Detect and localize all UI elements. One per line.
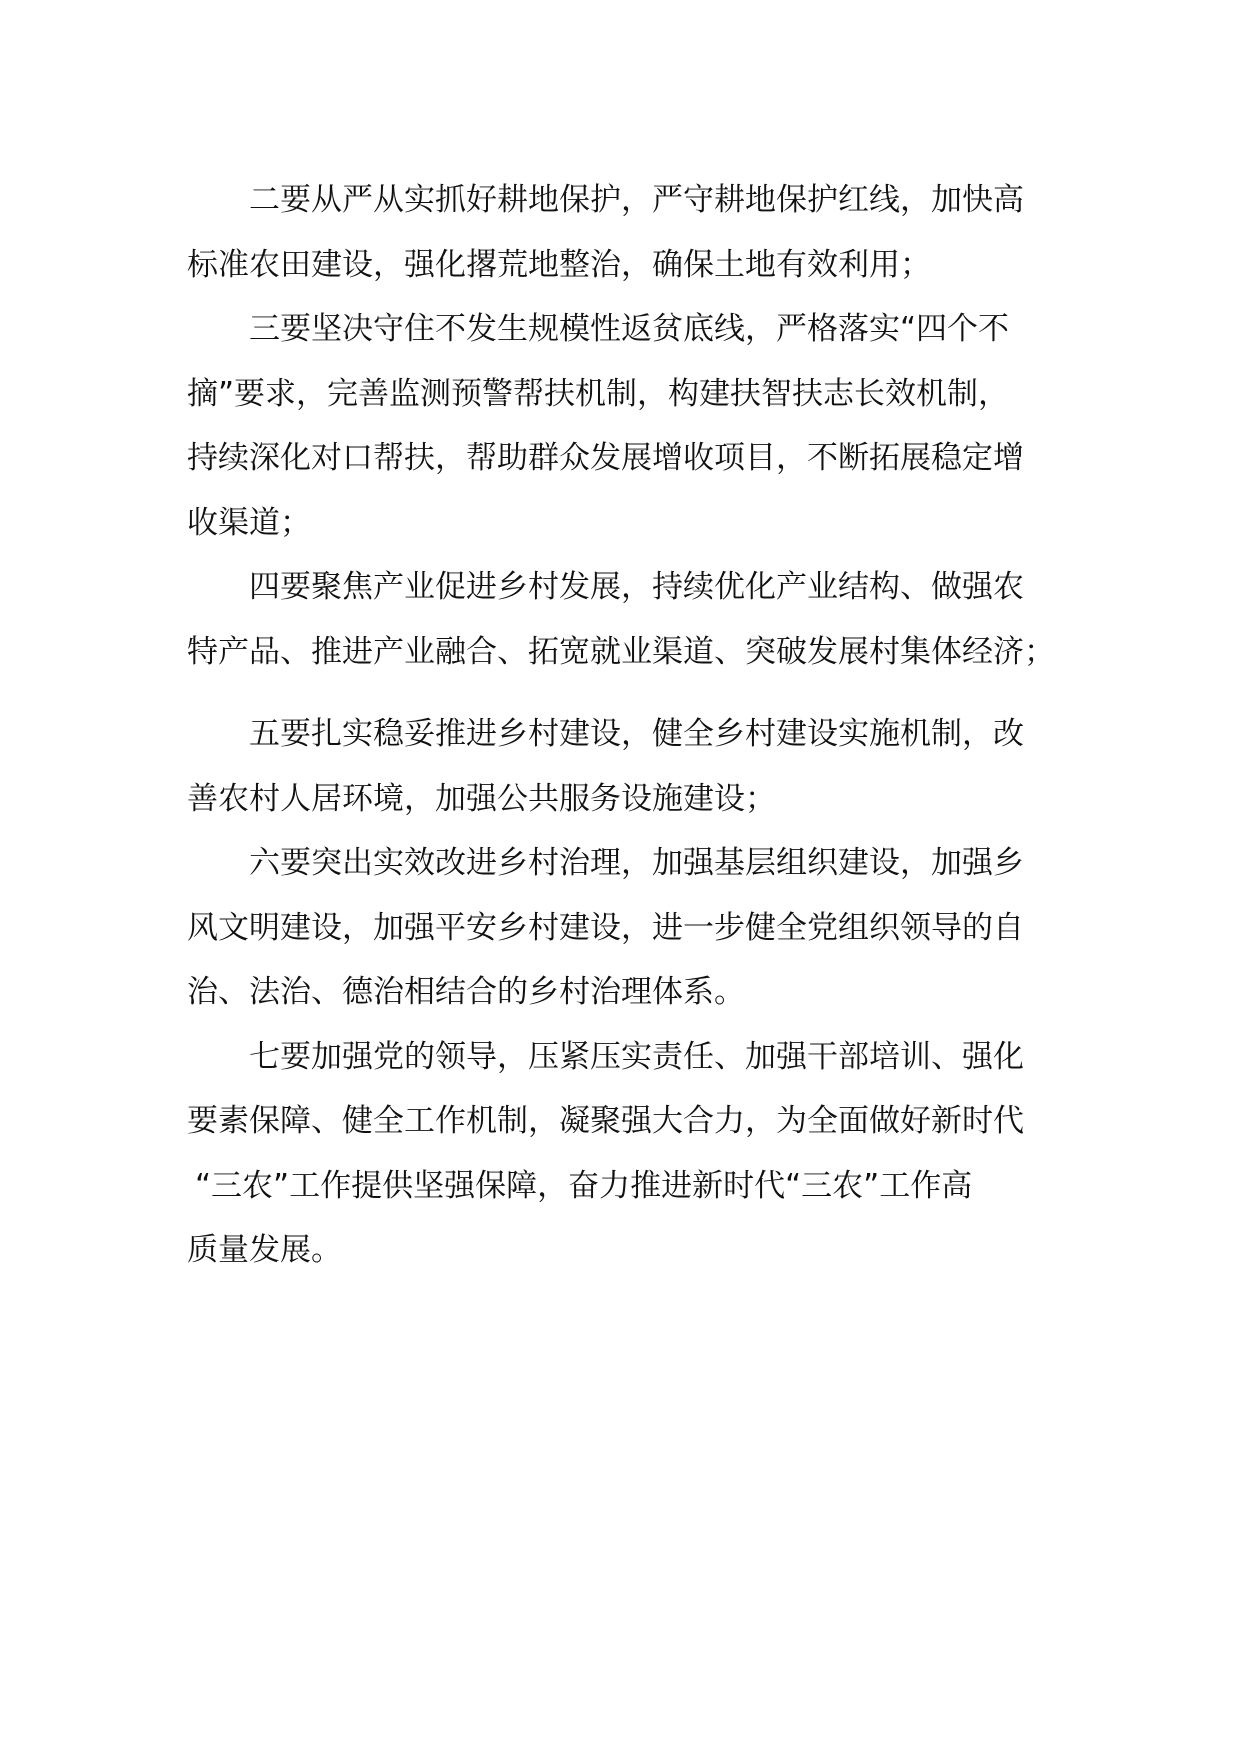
paragraph-line: 善农村人居环境，加强公共服务设施建设； bbox=[187, 780, 776, 817]
paragraph-line: 六要突出实效改进乡村治理，加强基层组织建设，加强乡 bbox=[249, 845, 1024, 881]
paragraph-rural-construction bbox=[187, 702, 1067, 831]
paragraph-party-leadership bbox=[187, 1025, 1067, 1283]
paragraph-line: 四要聚焦产业促进乡村发展，持续优化产业结构、做强农 bbox=[249, 569, 1024, 605]
paragraph-industry-development bbox=[187, 555, 1067, 684]
paragraph-line: 特产品、推进产业融合、拓宽就业渠道、突破发展村集体经济； bbox=[187, 633, 1055, 670]
paragraph-poverty-prevention bbox=[187, 297, 1067, 555]
paragraph-line: 风文明建设，加强平安乡村建设，进一步健全党组织领导的自 bbox=[187, 909, 1024, 946]
paragraph-line: 三要坚决守住不发生规模性返贫底线，严格落实“四个不 bbox=[249, 311, 1010, 347]
paragraph-rural-governance bbox=[187, 831, 1067, 1025]
paragraph-line: 五要扎实稳妥推进乡村建设，健全乡村建设实施机制，改 bbox=[249, 716, 1024, 752]
paragraph-line: 持续深化对口帮扶，帮助群众发展增收项目，不断拓展稳定增 bbox=[187, 440, 1024, 476]
paragraph-line: 收渠道； bbox=[187, 504, 311, 541]
paragraph-spacer bbox=[187, 684, 1067, 702]
paragraph-line: 摘”要求，完善监测预警帮扶机制，构建扶智扶志长效机制， bbox=[187, 375, 1010, 412]
paragraph-line: 标准农田建设，强化撂荒地整治，确保土地有效利用； bbox=[187, 246, 931, 283]
document-body bbox=[187, 168, 1067, 1283]
paragraph-line: 要素保障、健全工作机制，凝聚强大合力，为全面做好新时代 bbox=[187, 1103, 1024, 1139]
paragraph-line: 质量发展。 bbox=[187, 1232, 342, 1268]
paragraph-line: 七要加强党的领导，压紧压实责任、加强干部培训、强化 bbox=[249, 1038, 1024, 1075]
paragraph-line: 治、法治、德治相结合的乡村治理体系。 bbox=[187, 974, 745, 1010]
paragraph-line: 二要从严从实抓好耕地保护，严守耕地保护红线，加快高 bbox=[249, 182, 1024, 218]
paragraph-line: “三农”工作提供坚强保障，奋力推进新时代“三农”工作高 bbox=[195, 1167, 973, 1204]
paragraph-farmland-protection bbox=[187, 168, 1067, 297]
